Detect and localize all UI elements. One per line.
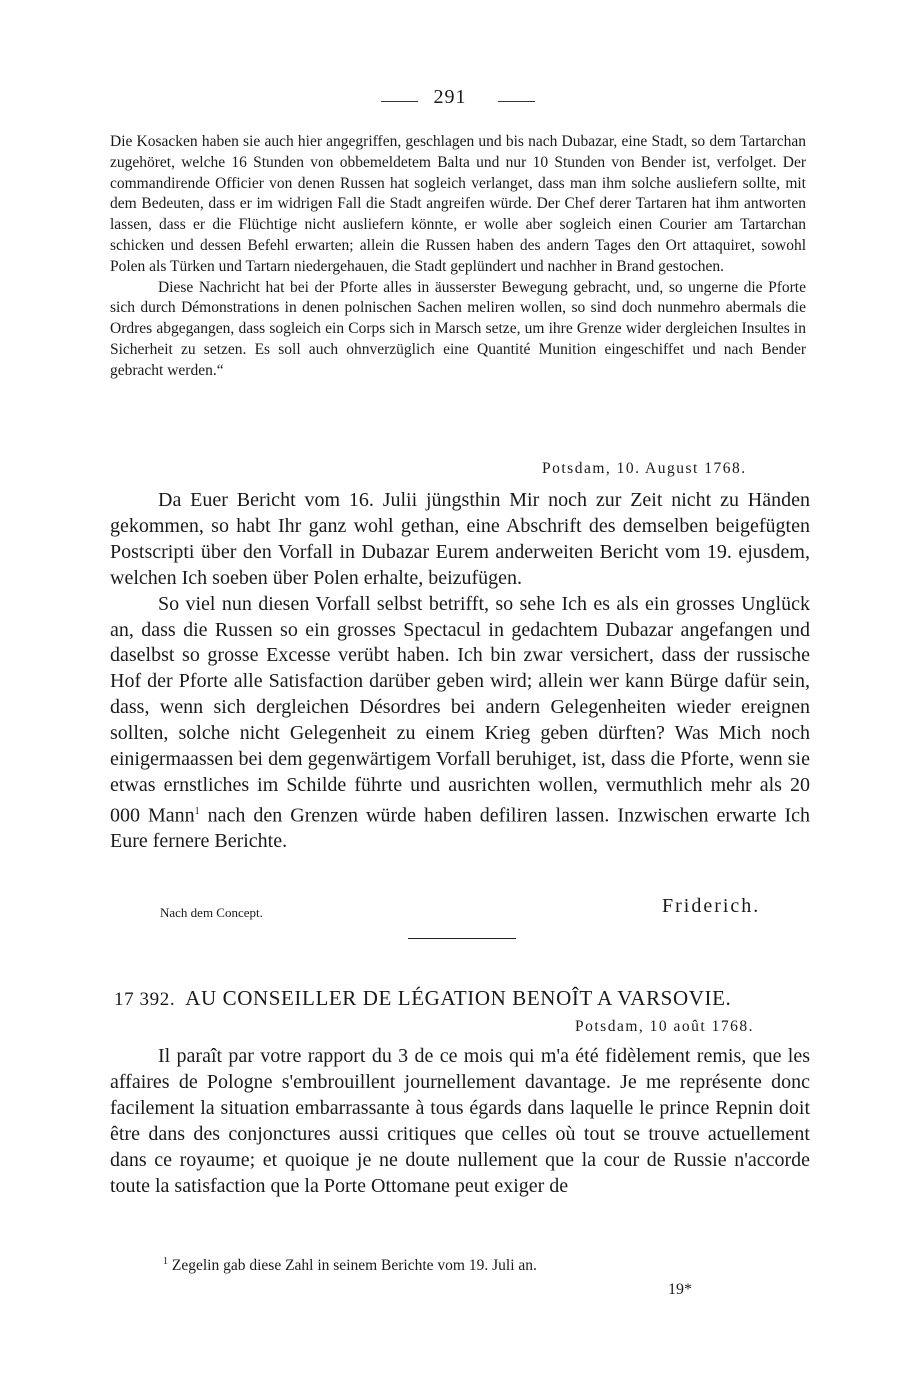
sheet-signature: 19* <box>668 1281 692 1298</box>
letter-paragraph <box>110 592 810 856</box>
footnote-marker: 1 <box>163 1256 168 1267</box>
signature: Friderich. <box>662 895 761 917</box>
quoted-paragraph: Diese Nachricht hat bei der Pforte alles in äusserster Bewegung gebracht, und, so ungerne die Pforte sich durch Démonstrations in denen polnischen Sachen meliren wollen, so sind doch nunmehro abermals die Ordres abgegangen, dass sogleich ein Corps sich in Marsch setze, um ihre Grenze wider dergleichen Insultes in Sicherheit zu setzen. Es soll auch ohnverzüglich eine Quantité Munition eingeschiffet und nach Bender gebracht werden.“ <box>110 278 806 379</box>
letter-paragraph: Il paraît par votre rapport du 3 de ce mois qui m'a été fidèlement remis, que les affaires de Pologne s'embrouillent journellement davantage. Je me représente donc facilement la situation embarrassante à tous égards dans laquelle le prince Repnin doit être dans des conjonctures aussi critiques que celles où tout se trouve actuellement dans ce royaume; et quoique je ne doute nullement que la cour de Russie n'accorde toute la satisfaction que la Porte Ottomane peut exiger de <box>110 1045 810 1197</box>
document-heading <box>114 986 814 1011</box>
document-number: 17 392. <box>114 989 176 1010</box>
letter-text: So viel nun diesen Vorfall selbst betrifft, so sehe Ich es als ein grosses Unglück an, dass die Russen so ein grosses Spectacul in gedachtem Dubazar angefangen und daselbst so grosse Excesse verübt haben. Ich bin zwar versichert, dass der russische Hof der Pforte alle Satisfaction darüber geben wird; allein wer kann Bürge dafür sein, dass, wenn sich dergleichen Désordres bei andern Gelegenheiten wieder ereignen sollten, solche nicht Gelegenheit zu einem Krieg geben dürften? Was Mich noch einigermaassen bei dem gegenwärtigem Vorfall beruhiget, ist, dass die Pforte, wenn sie etwas ernstliches im Schilde führte und ausrichten wollen, vermuthlich mehr als 20 000 Mann <box>110 592 810 827</box>
document-title: AU CONSEILLER DE LÉGATION BENOÎT A VARSOVIE. <box>185 986 732 1010</box>
section-separator <box>408 938 516 939</box>
dateline: Potsdam, 10 août 1768. <box>575 1018 754 1035</box>
letter-body <box>110 1044 810 1199</box>
letter-paragraph: Da Euer Bericht vom 16. Julii jüngsthin Mir noch zur Zeit nicht zu Händen gekommen, so habt Ihr ganz wohl gethan, eine Abschrift des demselben beigefügten Postscripti über den Vorfall in Dubazar Eurem anderweiten Bericht vom 19. ejusdem, welchen Ich soeben über Polen erhalte, beizufügen. <box>110 489 810 589</box>
page-number: 291 <box>433 86 467 108</box>
header-rule-right <box>498 101 535 102</box>
quoted-paragraph: Die Kosacken haben sie auch hier angegriffen, geschlagen und bis nach Dubazar, eine Stadt, so dem Tartarchan zugehöret, welche 16 Stunden von obbemeldetem Balta und nur 10 Stunden von Bender ist, verfolget. Der commandirende Officier von denen Russen hat sogleich verlanget, dass man ihm solche ausliefern sollte, mit dem Bedeuten, dass er im widrigen Fall die Stadt angreifen würde. Der Chef derer Tartaren hat ihm antworten lassen, dass er die Flüchtige nicht ausliefern könnte, er wolle aber sogleich einen Courier am Tartarchan schicken und dessen Befehl erwarten; allein die Russen haben des andern Tages den Ort attaquiret, sowohl Polen als Türken und Tartarn niedergehauen, die Stadt geplündert und nachher in Brand gestochen. <box>110 133 806 275</box>
source-note: Nach dem Concept. <box>160 905 263 920</box>
dateline: Potsdam, 10. August 1768. <box>542 460 747 477</box>
footnote-marker: 1 <box>194 805 200 817</box>
footnote-text: Zegelin gab diese Zahl in seinem Berichte vom 19. Juli an. <box>171 1257 537 1275</box>
quoted-report <box>110 132 806 382</box>
footnote <box>163 1256 537 1275</box>
letter-text: nach den Grenzen würde haben defiliren lassen. Inzwischen erwarte Ich Eure fernere Berichte. <box>110 804 810 853</box>
letter-body <box>110 488 810 855</box>
